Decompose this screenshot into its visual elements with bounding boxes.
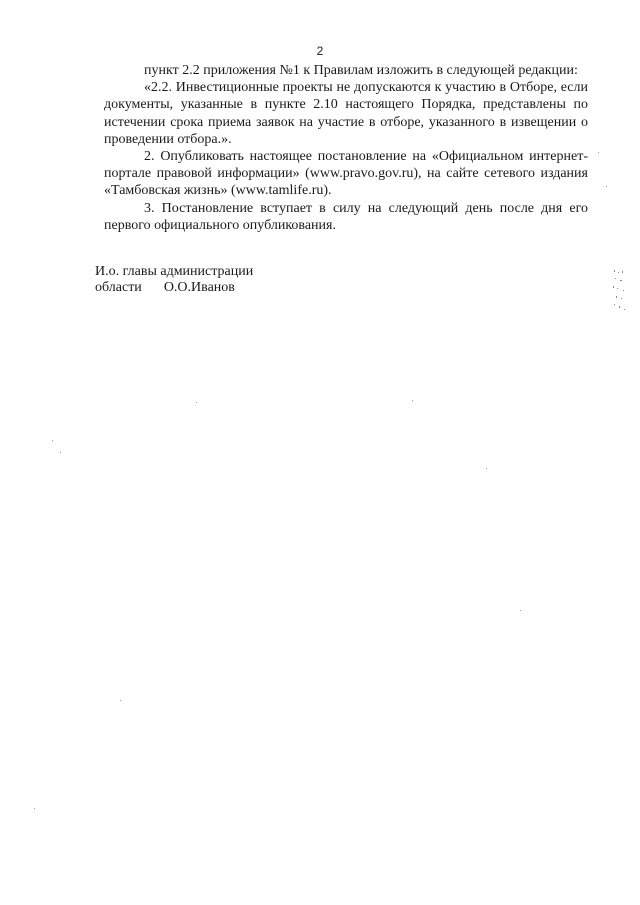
- paragraph-publication: 2. Опубликовать настоящее постановление на «Официальном интернет-портале правовой информации» (www.pravo.gov.ru), на сайте сетевого издания «Тамбовская жизнь» (www.tamlife.ru).: [104, 149, 588, 199]
- scan-speck: [606, 186, 607, 187]
- scan-speck: [52, 440, 53, 441]
- scan-speck: [120, 700, 121, 701]
- scan-speck: [486, 468, 487, 469]
- scan-speck: [60, 452, 61, 453]
- scan-speck: [598, 152, 599, 153]
- scan-speck: [196, 402, 197, 403]
- signature-block: [95, 264, 253, 296]
- signature-title-line1: И.о. главы администрации: [95, 264, 254, 279]
- paragraph-effective-date: 3. Постановление вступает в силу на следующий день после дня его первого официального опубликования.: [104, 200, 588, 233]
- paragraph-amendment-intro: пункт 2.2 приложения №1 к Правилам изложить в следующей редакции:: [144, 63, 578, 78]
- page-number: 2: [316, 44, 324, 58]
- scan-speck: [412, 400, 413, 401]
- signatory-name: О.О.Иванов: [163, 280, 235, 295]
- signature-title-line2-row: [95, 280, 253, 296]
- scan-speck: [34, 808, 35, 809]
- paragraph-amendment-text: «2.2. Инвестиционные проекты не допускаются к участию в Отборе, если документы, указанные в пункте 2.10 настоящего Порядка, представлены по истечении срока приема заявок на участие в отборе, указанного в извещении о проведении отбора.».: [104, 80, 588, 147]
- signature-title-line2: области: [95, 280, 142, 295]
- scan-speck: [520, 610, 521, 611]
- document-body: [104, 62, 588, 234]
- scan-artifact: [612, 268, 626, 314]
